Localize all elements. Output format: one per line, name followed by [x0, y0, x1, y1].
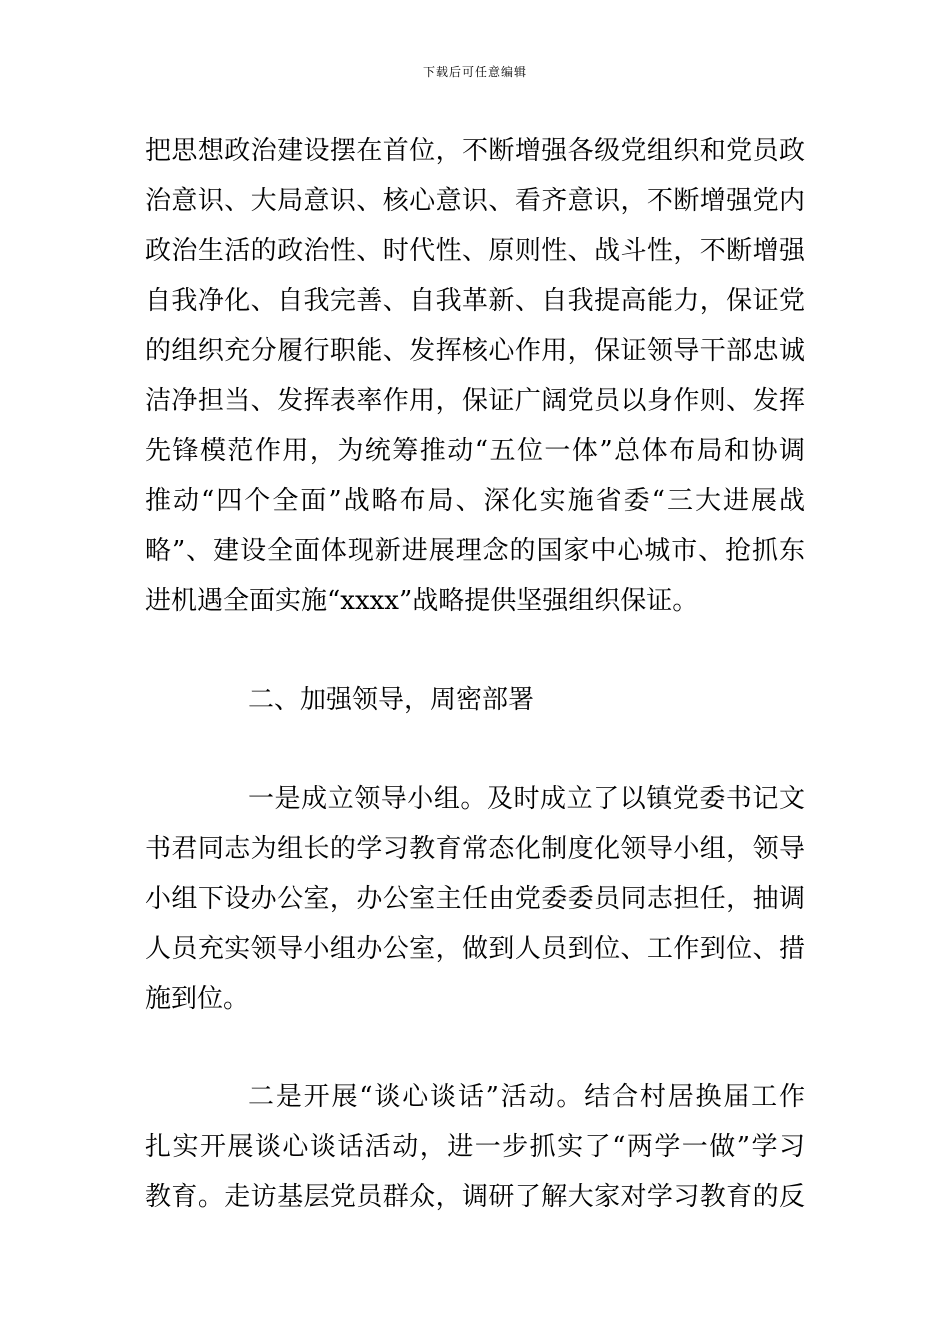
paragraph-line: 小组下设办公室，办公室主任由党委委员同志担任，抽调	[145, 884, 805, 914]
paragraph-line: 洁净担当、发挥表率作用，保证广阔党员以身作则、发挥	[145, 386, 805, 416]
paragraph-line: 的组织充分履行职能、发挥核心作用，保证领导干部忠诚	[145, 336, 805, 366]
paragraph-line: 先锋模范作用，为统筹推动“五位一体”总体布局和协调	[145, 436, 805, 466]
paragraph-line: 政治生活的政治性、时代性、原则性、战斗性，不断增强	[145, 236, 805, 266]
paragraph-line: 把思想政治建设摆在首位，不断增强各级党组织和党员政	[145, 136, 805, 166]
paragraph-line: 推动“四个全面”战略布局、深化实施省委“三大进展战	[145, 486, 805, 516]
paragraph-line: 扎实开展谈心谈话活动，进一步抓实了“两学一做”学习	[145, 1132, 805, 1162]
paragraph-line: 自我净化、自我完善、自我革新、自我提高能力，保证党	[145, 286, 805, 316]
paragraph-line: 治意识、大局意识、核心意识、看齐意识，不断增强党内	[145, 186, 805, 216]
paragraph-line: 略”、建设全面体现新进展理念的国家中心城市、抢抓东	[145, 536, 805, 566]
header-note: 下载后可任意编辑	[422, 65, 527, 79]
paragraph-line: 二是开展“谈心谈话”活动。结合村居换届工作	[248, 1082, 805, 1112]
paragraph-line: 一是成立领导小组。及时成立了以镇党委书记文	[248, 784, 805, 814]
paragraph-line: 人员充实领导小组办公室，做到人员到位、工作到位、措	[145, 934, 805, 964]
paragraph-line: 教育。走访基层党员群众，调研了解大家对学习教育的反	[145, 1182, 805, 1212]
paragraph-line: 进机遇全面实施“xxxx”战略提供坚强组织保证。	[145, 586, 699, 616]
paragraph-line: 施到位。	[145, 984, 250, 1014]
paragraph-line: 书君同志为组长的学习教育常态化制度化领导小组，领导	[145, 834, 805, 864]
section-heading: 二、加强领导，周密部署	[248, 685, 535, 715]
